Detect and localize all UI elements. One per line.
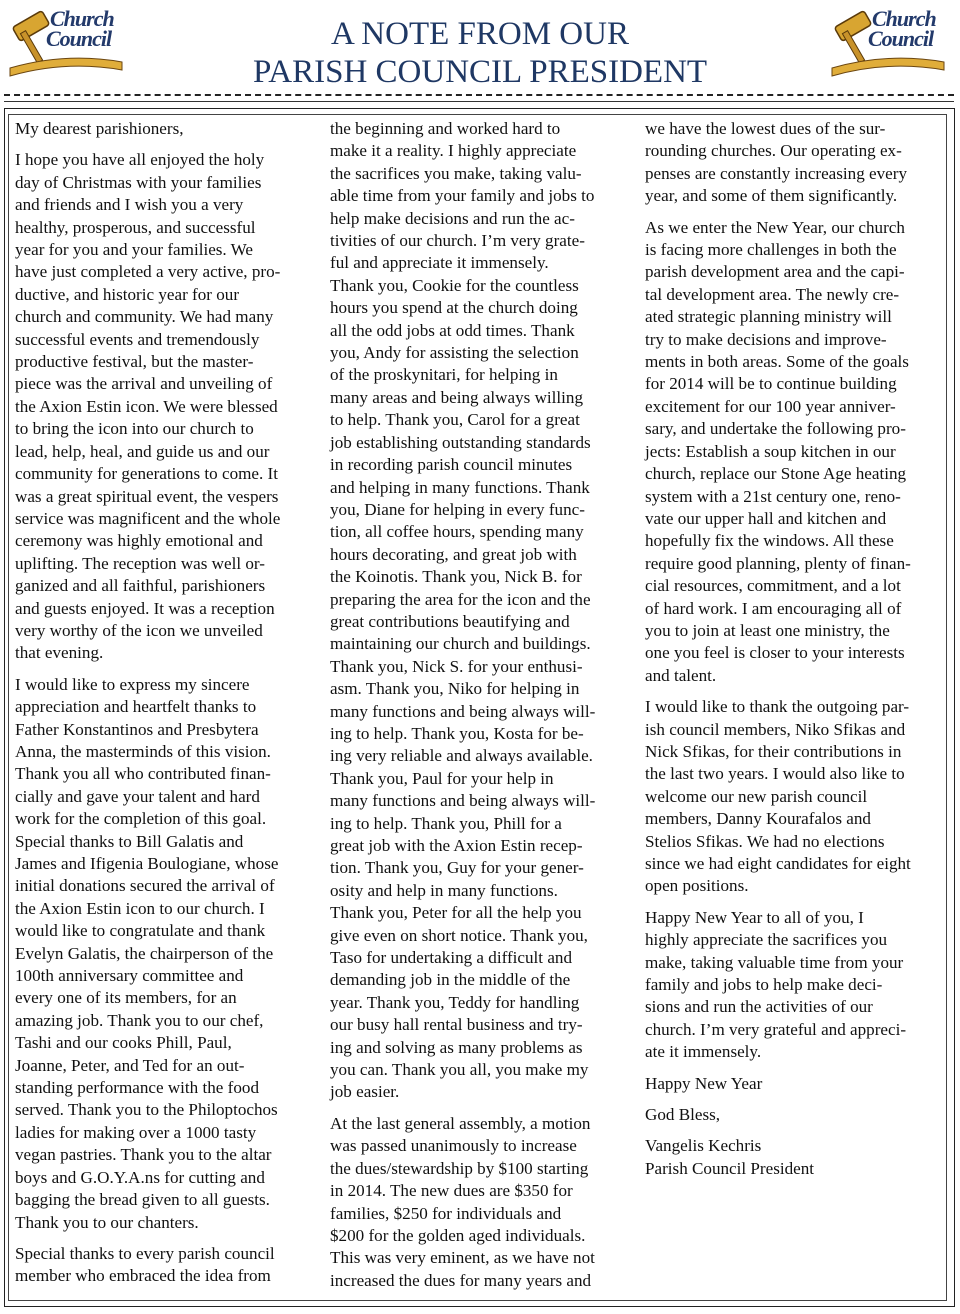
signature-block: Vangelis Kechris Parish Council President [645, 1136, 815, 1178]
paragraph: I hope you have all enjoyed the holy day of Christmas with your families and friends and I wish you a very healthy, prosperous, and successful year for you and your families. We have just completed a very active, pro- ductive, and historic year for our church and community. We had many successful events and tremendously productive festival, but the master- piece was the arrival and unveiling of the Axion Estin icon. We were blessed to bring the icon into our church to lead, help, heal, and guide us and our community for generations to come. It was a great spiritual event, the vespers service was magnificent and the whole ceremony was highly emotional and uplifting. The reception was well or- ganized and all faithful, parishioners and guests enjoyed. It was a reception very worthy of the icon we unveiled that evening. [15, 150, 281, 663]
paragraph: we have the lowest dues of the sur- rounding churches. Our operating ex- penses are constantly increasing every year, and some of them significantly. [645, 119, 907, 206]
logo-text-council: Council [868, 26, 934, 51]
paragraph: the beginning and worked hard to make it a reality. I highly appreciate the sacrifices you make, taking valu- able time from your family and jobs to help make decisions and run the ac- tivities of our church. I’m very grate- ful and appreciate it immensely. Thank you, Cookie for the countless hours you spend at the church doing all the odd jobs at odd times. Thank you, Andy for assisting the selection of the proskynitari, for helping in many areas and being always willing to help. Thank you, Carol for a great job establishing outstanding standards in recording parish council minutes and helping in many functions. Thank you, Diane for helping in every func- tion, all coffee hours, spending many hours decorating, and great job with the Koinotis. Thank you, Nick B. for preparing the area for the icon and the great contributions beautifying and maintaining our church and buildings. Thank you, Nick S. for your enthusi- asm. Thank you, Niko for helping in many functions and being always will- ing to help. Thank you, Kosta for be- ing very reliable and always available. Thank you, Paul for your help in many functions and being always will- ing to help. Thank you, Phill for a great job with the Axion Estin recep- tion. Thank you, Guy for your gener- osity and help in many functions. Thank you, Peter for all the help you give even on short notice. Thank you, Taso for undertaking a difficult and demanding job in the middle of the year. Thank you, Teddy for handling our busy hall rental business and try- ing and solving as many problems as you can. Thank you all, you make my job easier. [330, 119, 596, 1102]
article-column-1 [15, 118, 315, 1297]
paragraph: I would like to express my sincere appreciation and heartfelt thanks to Father Konstantinos and Presbytera Anna, the masterminds of this vision. Thank you all who contributed finan- cially and gave your talent and hard work for the completion of this goal. Special thanks to Bill Galatis and James and Ifigenia Boulogiane, whose initial donations secured the arrival of the Axion Estin icon to our church. I would like to congratulate and thank Evelyn Galatis, the chairperson of the 100th anniversary committee and every one of its members, for an amazing job. Thank you to our chef, Tashi and our cooks Phill, Paul, Joanne, Peter, and Ted for an out- standing performance with the food served. Thank you to the Philoptochos ladies for making over a 1000 tasty vegan pastries. Thank you to the altar boys and G.O.Y.A.ns for cutting and bagging the bread given to all guests. Thank you to our chanters. [15, 674, 279, 1232]
church-council-logo-right [828, 6, 946, 82]
logo-text-council: Council [46, 26, 112, 51]
header-divider-dashed [4, 94, 954, 96]
paragraph: As we enter the New Year, our church is facing more challenges in both the parish development area and the capi- tal development area. The newly cre- ated strategic planning ministry will try to make decisions and improve- ments in both areas. Some of the goals for 2014 will be to continue building excitement for our 100 year anniver- sary, and undertake the following pro- jects: Establish a soup kitchen in our church, replace our Stone Age heating system with a 21st century one, reno- vate our upper hall and kitchen and hopefully fix the windows. All these require good planning, plenty of finan- cial resources, commitment, and a lot of hard work. I am encouraging all of you to join at least one ministry, the one you feel is closer to your interests and talent. [645, 217, 911, 685]
article-column-2 [330, 118, 630, 1301]
logo-text-church: Church [50, 6, 114, 31]
paragraph: I would like to thank the outgoing par- ish council members, Niko Sfikas and Nick Sfikas, for their contributions in the last two years. I would also like to welcome our new parish council members, Danny Kourafalos and Stelios Sfikas. We had no elections since we had eight candidates for eight open positions. [645, 697, 911, 896]
church-council-logo-left [6, 6, 124, 82]
paragraph: Happy New Year to all of you, I highly appreciate the sacrifices you make, taking valuable time from your family and jobs to help make deci- sions and run the activities of our church. I’m very grateful and appreci- ate it immensely. [645, 907, 907, 1062]
paragraph: At the last general assembly, a motion was passed unanimously to increase the dues/stewardship by $100 starting in 2014. The new dues are $350 for families, $250 for individuals and $200 for the golden aged individuals. This was very eminent, as we have not increased the dues for many years and [330, 1113, 595, 1290]
salutation: My dearest parishioners, [15, 119, 184, 138]
paragraph: Special thanks to every parish council member who embraced the idea from [15, 1243, 275, 1286]
header-divider-solid [4, 101, 954, 102]
page-title-line2: PARISH COUNCIL PRESIDENT [252, 54, 708, 90]
closing-blessing: God Bless, [645, 1105, 721, 1125]
logo-text-church: Church [872, 6, 936, 31]
article-column-3 [645, 118, 945, 1189]
closing-greeting: Happy New Year [645, 1073, 763, 1093]
page-header [0, 0, 960, 100]
page-title-line1: A NOTE FROM OUR [331, 16, 629, 52]
